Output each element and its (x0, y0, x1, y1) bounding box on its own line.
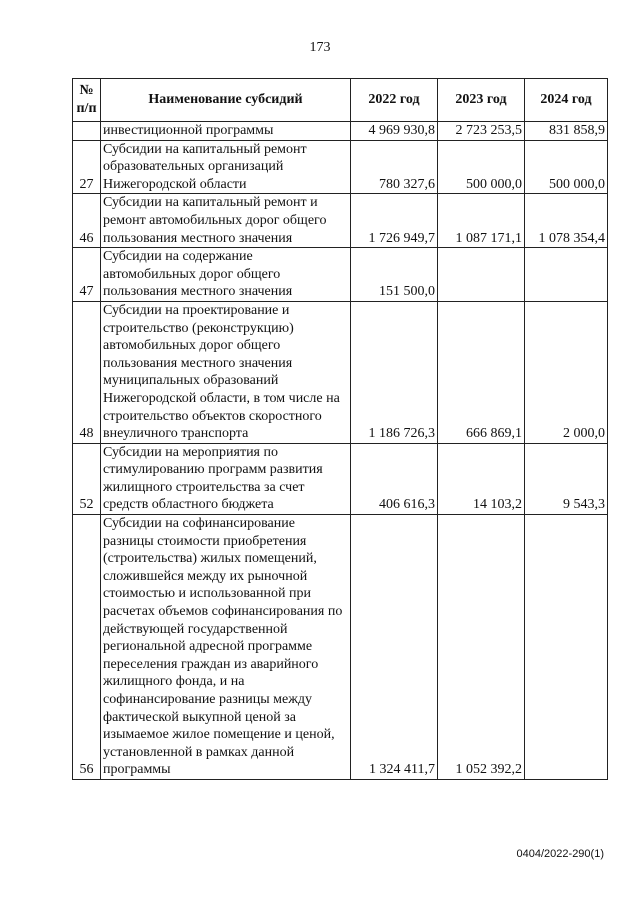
row-value-2024: 2 000,0 (525, 301, 608, 443)
row-number: 47 (73, 248, 101, 302)
row-value-2023: 1 052 392,2 (438, 515, 525, 780)
header-2023: 2023 год (438, 79, 525, 122)
row-number: 46 (73, 194, 101, 248)
row-value-2023: 14 103,2 (438, 443, 525, 514)
header-number (73, 79, 101, 122)
row-value-2022: 4 969 930,8 (351, 122, 438, 141)
page-number: 173 (309, 40, 331, 55)
header-2022: 2022 год (351, 79, 438, 122)
table-row (73, 194, 608, 248)
row-value-2024: 1 078 354,4 (525, 194, 608, 248)
row-value-2024: 500 000,0 (525, 140, 608, 194)
table-row (73, 443, 608, 514)
row-name: Субсидии на проектирование и строительство (реконструкцию) автомобильных дорог общего пользования местного значения муниципальных образований Нижегородской области, в том числе на строительство объектов скоростного внеуличного транспорта (101, 301, 351, 443)
header-2024: 2024 год (525, 79, 608, 122)
row-name: инвестиционной программы (101, 122, 351, 141)
table-row (73, 248, 608, 302)
row-number (73, 122, 101, 141)
row-name: Субсидии на софинансирование разницы стоимости приобретения (строительства) жилых помещений, сложившейся между их рыночной стоимостью и использованной при расчетах объемов софинансирования по действующей государственной региональной адресной программе переселения граждан из аварийного жилищного фонда, и на софинансирование разницы между фактической выкупной ценой за изымаемое жилое помещение и ценой, установленной в рамках данной программы (101, 515, 351, 780)
row-value-2022: 780 327,6 (351, 140, 438, 194)
row-value-2023: 666 869,1 (438, 301, 525, 443)
row-number: 48 (73, 301, 101, 443)
row-name: Субсидии на капитальный ремонт и ремонт автомобильных дорог общего пользования местного значения (101, 194, 351, 248)
row-number: 27 (73, 140, 101, 194)
table-row (73, 301, 608, 443)
row-value-2023: 1 087 171,1 (438, 194, 525, 248)
row-value-2023: 2 723 253,5 (438, 122, 525, 141)
row-name: Субсидии на содержание автомобильных дорог общего пользования местного значения (101, 248, 351, 302)
row-value-2024 (525, 248, 608, 302)
row-value-2023 (438, 248, 525, 302)
header-name: Наименование субсидий (101, 79, 351, 122)
row-value-2024 (525, 515, 608, 780)
row-name: Субсидии на мероприятия по стимулированию программ развития жилищного строительства за счет средств областного бюджета (101, 443, 351, 514)
subsidies-table (72, 78, 608, 780)
row-value-2022: 151 500,0 (351, 248, 438, 302)
row-value-2022: 406 616,3 (351, 443, 438, 514)
row-value-2024: 9 543,3 (525, 443, 608, 514)
row-name: Субсидии на капитальный ремонт образовательных организаций Нижегородской области (101, 140, 351, 194)
row-value-2022: 1 324 411,7 (351, 515, 438, 780)
row-value-2023: 500 000,0 (438, 140, 525, 194)
table-row (73, 515, 608, 780)
document-code: 0404/2022-290(1) (516, 848, 604, 860)
table-row (73, 140, 608, 194)
row-value-2022: 1 186 726,3 (351, 301, 438, 443)
header-number-label: № п/п (76, 83, 97, 116)
table-header-row (73, 79, 608, 122)
row-value-2024: 831 858,9 (525, 122, 608, 141)
row-number: 56 (73, 515, 101, 780)
table-row (73, 122, 608, 141)
row-number: 52 (73, 443, 101, 514)
row-value-2022: 1 726 949,7 (351, 194, 438, 248)
